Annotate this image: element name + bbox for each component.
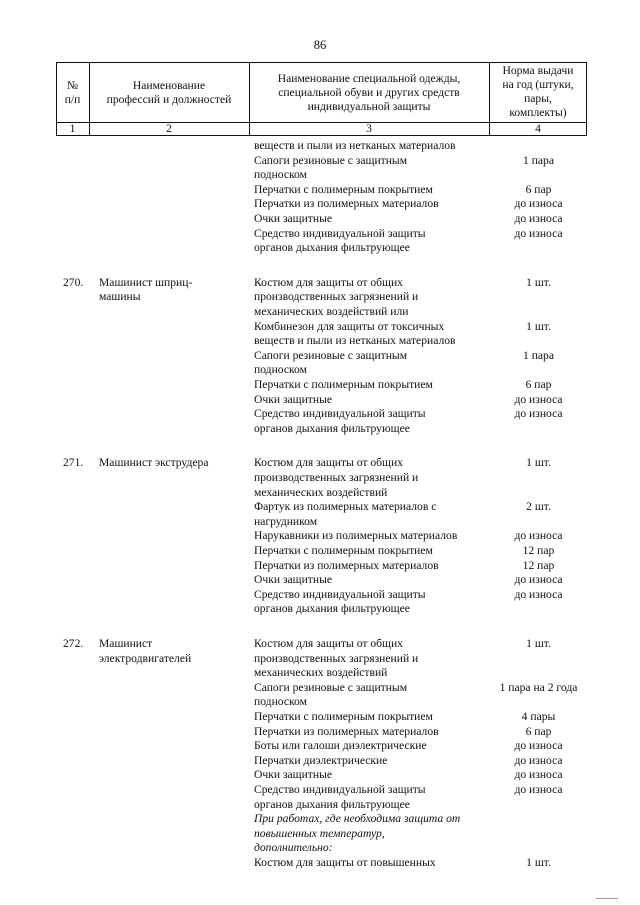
equipment-name: [254, 573, 489, 588]
equipment-name-line: Средство индивидуальной защиты: [254, 587, 426, 601]
profession-line: Машинист: [99, 637, 153, 650]
header-col-profession: Наименование профессий и должностей: [106, 79, 232, 106]
equipment-name: [254, 154, 489, 183]
equipment-name-line: Очки защитные: [254, 768, 333, 782]
equipment-name: [254, 227, 489, 256]
issue-norm: до износа: [514, 407, 563, 421]
equipment-name: [254, 529, 489, 544]
equipment-name: [254, 349, 489, 378]
issue-norm: до износа: [514, 573, 563, 587]
equipment-name-line: подноском: [254, 695, 307, 709]
equipment-name-line: Нарукавники из полимерных материалов: [254, 529, 458, 543]
header-index-1: 1: [69, 122, 76, 135]
issue-norm: до износа: [514, 392, 563, 406]
equipment-name: [254, 725, 489, 740]
issue-norm: 12 пар: [522, 558, 555, 572]
equipment-name: [254, 276, 489, 320]
equipment-name: [254, 139, 489, 154]
equipment-name-line: производственных загрязнений и: [254, 290, 419, 304]
item-number: 271.: [63, 456, 84, 470]
header-col-number: № п/п: [64, 79, 81, 106]
equipment-name-line: Очки защитные: [254, 573, 333, 587]
equipment-name: [254, 197, 489, 212]
item-number: 270.: [63, 275, 84, 289]
equipment-name-line: Средство индивидуальной защиты: [254, 407, 426, 421]
equipment-name-line: Перчатки с полимерным покрытием: [254, 182, 433, 196]
issue-norm: 4 пары: [521, 710, 556, 723]
equipment-name-line: подноском: [254, 363, 307, 377]
profession-line: машины: [99, 290, 141, 304]
equipment-name-line: Перчатки из полимерных материалов: [254, 558, 439, 572]
equipment-name: [254, 183, 489, 198]
issue-norm: до износа: [514, 753, 563, 767]
issue-norm: до износа: [514, 768, 563, 782]
equipment-name-line: Перчатки с полимерным покрытием: [254, 710, 433, 723]
issue-norm: до износа: [514, 529, 563, 543]
equipment-name-line: механических воздействий: [254, 485, 388, 499]
equipment-name-line: повышенных температур,: [254, 826, 385, 840]
equipment-name: [254, 320, 489, 349]
equipment-name-line: Сапоги резиновые с защитным: [254, 680, 408, 694]
profession-line: Машинист шприц-: [99, 275, 193, 289]
equipment-name: [254, 754, 489, 769]
issue-norm: 1 пара: [523, 153, 554, 167]
profession-name: [99, 456, 249, 471]
equipment-name-line: механических воздействий или: [254, 304, 409, 318]
equipment-name-line: Перчатки диэлектрические: [254, 753, 388, 767]
issue-norm: до износа: [514, 197, 563, 211]
equipment-name-line: нагрудником: [254, 514, 318, 528]
equipment-name-line: органов дыхания фильтрующее: [254, 602, 410, 616]
equipment-name: [254, 378, 489, 393]
equipment-name-line: механических воздействий: [254, 666, 388, 680]
equipment-name-line: Костюм для защиты от общих: [254, 637, 403, 650]
equipment-name: [254, 544, 489, 559]
equipment-name: [254, 456, 489, 500]
equipment-name: [254, 739, 489, 754]
equipment-name-line: органов дыхания фильтрующее: [254, 241, 410, 255]
issue-norm: до износа: [514, 226, 563, 240]
equipment-name-line: органов дыхания фильтрующее: [254, 421, 410, 435]
header-index-3: 3: [366, 122, 372, 135]
page-number: 86: [313, 38, 327, 52]
equipment-name-line: подноском: [254, 168, 307, 182]
header-index-4: 4: [535, 122, 541, 135]
equipment-name-line: Средство индивидуальной защиты: [254, 226, 426, 240]
equipment-name-line: Очки защитные: [254, 212, 333, 225]
equipment-name-line: Сапоги резиновые с защитным: [254, 153, 408, 167]
header-index-2: 2: [166, 122, 172, 135]
issue-norm: 1 пара на 2 года: [499, 680, 578, 694]
equipment-name-line: органов дыхания фильтрующее: [254, 797, 410, 811]
issue-norm: 6 пар: [525, 182, 552, 196]
issue-norm: до износа: [514, 212, 563, 225]
equipment-name-line: Перчатки с полимерным покрытием: [254, 544, 433, 557]
issue-norm: 1 пара: [523, 348, 554, 362]
issue-norm: 6 пар: [525, 378, 552, 391]
equipment-name-line: Фартук из полимерных материалов с: [254, 500, 437, 514]
equipment-name-line: При работах, где необходима защита от: [254, 812, 461, 826]
issue-norm: до износа: [514, 783, 563, 796]
equipment-name-line: Перчатки из полимерных материалов: [254, 724, 439, 738]
equipment-name-line: Средство индивидуальной защиты: [254, 783, 426, 796]
issue-norm: до износа: [514, 587, 563, 601]
table-header: [56, 62, 587, 136]
equipment-name-line: веществ и пыли из нетканых материалов: [254, 139, 456, 152]
profession-name: [99, 276, 249, 305]
equipment-name: [254, 783, 489, 812]
equipment-name-line: Очки защитные: [254, 392, 333, 406]
issue-norm: 12 пар: [522, 544, 555, 557]
equipment-name-line: производственных загрязнений и: [254, 470, 419, 484]
issue-norm: до износа: [514, 739, 563, 753]
equipment-name: [254, 637, 489, 681]
equipment-name: [254, 500, 489, 529]
profession-name: [99, 637, 249, 666]
equipment-name: [254, 407, 489, 436]
equipment-name: [254, 812, 489, 856]
equipment-name-line: дополнительно:: [254, 841, 333, 855]
issue-norm: 1 шт.: [526, 275, 551, 289]
item-number: 272.: [63, 637, 84, 650]
equipment-name-line: Комбинезон для защиты от токсичных: [254, 319, 445, 333]
issue-norm: 6 пар: [525, 724, 552, 738]
equipment-name-line: Перчатки с полимерным покрытием: [254, 378, 433, 391]
equipment-name: [254, 393, 489, 408]
equipment-name: [254, 856, 489, 871]
issue-norm: 2 шт.: [526, 500, 551, 514]
issue-norm: 1 шт.: [526, 319, 551, 333]
header-col-norm: Норма выдачи на год (штуки, пары, комплекты): [502, 64, 574, 119]
equipment-name: [254, 681, 489, 710]
equipment-name-line: Боты или галоши диэлектрические: [254, 739, 427, 753]
issue-norm: 1 шт.: [526, 456, 551, 470]
equipment-name: [254, 768, 489, 783]
equipment-name-line: производственных загрязнений и: [254, 651, 419, 665]
issue-norm: 1 шт.: [526, 856, 551, 869]
equipment-name-line: Костюм для защиты от общих: [254, 275, 403, 289]
equipment-name: [254, 212, 489, 227]
profession-line: электродвигателей: [99, 651, 192, 665]
equipment-name: [254, 588, 489, 617]
equipment-name-line: Костюм для защиты от общих: [254, 456, 403, 470]
equipment-name-line: Сапоги резиновые с защитным: [254, 348, 408, 362]
equipment-name-line: веществ и пыли из нетканых материалов: [254, 334, 456, 348]
profession-line: Машинист экструдера: [99, 456, 209, 470]
header-col-equipment: Наименование специальной одежды, специальной обуви и других средств индивидуальной защиты: [277, 72, 461, 113]
equipment-name: [254, 710, 489, 725]
page-mark: [596, 898, 618, 899]
issue-norm: 1 шт.: [526, 637, 551, 650]
equipment-name-line: Перчатки из полимерных материалов: [254, 197, 439, 211]
equipment-name-line: Костюм для защиты от повышенных: [254, 856, 436, 869]
equipment-name: [254, 559, 489, 574]
